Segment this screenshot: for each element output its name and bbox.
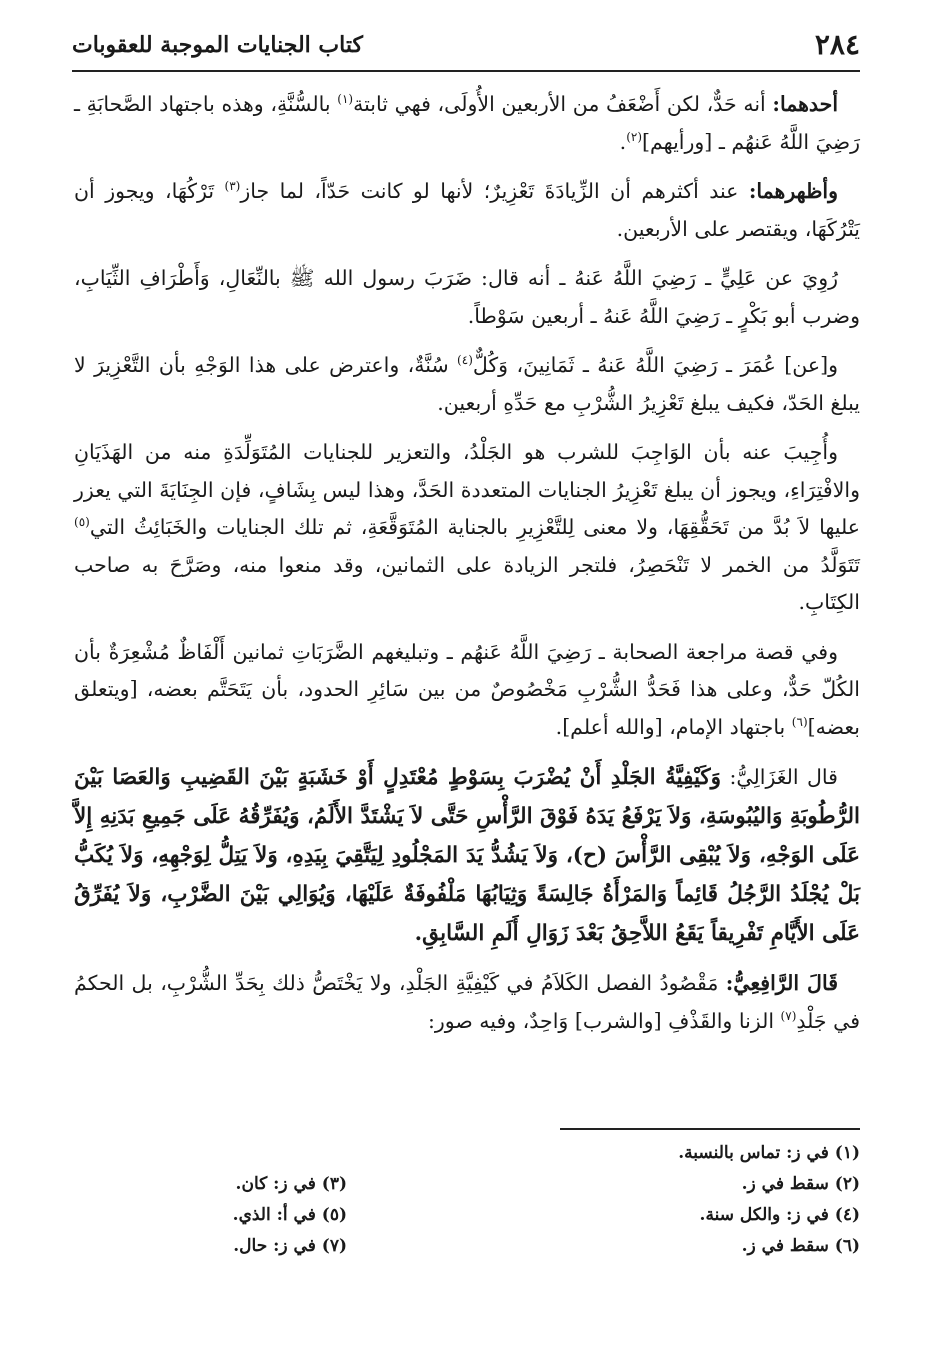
footnote-marker: (٦) [791,714,808,729]
page-number: ٢٨٤ [814,28,860,61]
footnotes [74,1138,860,1262]
paragraph-6: وفي قصة مراجعة الصحابة ـ رَضِيَ اللَّهُ عَنهُم ـ وتبليغهم الضَّرَبَاتِ ثمانين أَلْفَاظٌ مُشْعِرَةٌ بأن الكُلّ حَدٌّ، وعلى هذا فَحَدُّ الشُّرْبِ مَخْصُوصٌ من بين سَائِرِ الحدود، بأن يَتَحَتَّم بعضه، [ويتعلق بعضه]$^{(٦)}$ باجتهاد الإمام، [والله أعلم]. [74,639,860,739]
paragraph-1: أحدهما: أنه حَدٌّ، لكن أَضْعَفُ من الأربعين الأُولَى، فهي ثابتة$^{(١)}$ بالسُّنَّةِ، وهذه باجتهاد الصَّحابَةِ ـ رَضِيَ اللَّهُ عَنهُم ـ [ورأيهم]$^{(٢)}$. [74,92,860,154]
paragraph-lead: أحدهما: [772,92,839,116]
quoted-matn: وَكَيْفِيَّةُ الجَلْدِ أَنْ يُضْرَبَ بِسَوْطٍ مُعْتَدِلٍ أَوْ خَشَبَةٍ بَيْنَ القَضِيبِ وَالعَصَا بَيْنَ الرُّطُوبَةِ وَاليُبُوسَةِ، وَلاَ يَرْفَعُ يَدَهُ فَوْقَ الرَّأْسِ حَتَّى لاَ يَشْتَدَّ الأَلَمُ، وَيُفَرِّقُهُ عَلَى جَمِيعِ بَدَنِهِ إِلاَّ عَلَى الوَجْهِ، وَلاَ يُبْقِى الرَّأْسَ (ح)، وَلاَ يَشُدُّ يَدَ المَجْلُودِ لِيَتَّقِيَ بِيَدِهِ، وَلاَ يَتِلُّ لِوَجْهِهِ، وَلاَ يُكَبُّ بَلْ يُجْلَدُ الرَّجُلُ قَائِماً وَالمَرْأَةُ جَالِسَةً وَثِيَابُهَا مَلْفُوفَةٌ عَلَيْهَا، وَيُوَالِي بَيْنَ الضَّرْبِ، وَلاَ يُفَرِّقُ عَلَى الأَيَّامِ تَفْرِيقاً يَقَعُ اللاَّحِقُ بَعْدَ زَوَالِ أَلَمِ السَّابِقِ. [74,765,860,946]
paragraph-lead: وأظهرهما: [748,179,838,203]
paragraph-2: وأظهرهما: عند أكثرهم أن الزِّيادَةَ تَعْزِيرٌ؛ لأنها لو كانت حَدّاً، لما جاز$^{(٣)}$ تَرْكُهَا، ويجوز أن يَتْرُكَهَا، ويقتصر على الأربعين. [74,179,860,241]
page-header [72,22,860,68]
footnote-row [74,1138,860,1169]
footnote: (١) في ز: تماس بالنسبة. [678,1143,860,1163]
footnote-marker: (٧) [780,1008,797,1023]
paragraph-8: قَالَ الرَّافِعِيُّ: مَقْصُودُ الفصل الكَلاَمُ في كَيْفِيَّةِ الجَلْدِ، ولا يَخْتَصُّ ذلك بِحَدِّ الشُّرْبِ، بل الحكمُ في جَلْدِ$^{(٧)}$ الزنا والقَذْفِ [والشرب] وَاحِدٌ، وفيه صور: [74,971,860,1033]
footnote [74,1138,467,1169]
footnote-rule [560,1128,860,1130]
paragraph-lead: قَالَ الرَّافِعِيُّ: [725,971,838,995]
paragraph-3: رُوِيَ عن عَلِيٍّ ـ رَضِيَ اللَّهُ عَنهُ ـ أنه قال: ضَرَبَ رسول الله ﷺ بالنِّعَالِ، وَأَطْرَافِ الثِّيَابِ، وضرب أبو بَكْرٍ ـ رَضِيَ اللَّهُ عَنهُ ـ أربعين سَوْطاً. [74,266,860,328]
footnote: (٥) في أ: الذي. [232,1205,347,1225]
running-title: كتاب الجنايات الموجبة للعقوبات [72,32,363,58]
footnote-row [74,1231,860,1262]
footnote-row [74,1200,860,1231]
footnote: (٧) في ز: حال. [233,1236,347,1256]
footnote-marker: (٣) [224,179,241,194]
footnote-marker: (٢) [626,129,643,144]
paragraph-7-quote: قال الغَزَالِيُّ: وَكَيْفِيَّةُ الجَلْدِ أَنْ يُضْرَبَ بِسَوْطٍ مُعْتَدِلٍ أَوْ خَشَبَةٍ بَيْنَ القَضِيبِ وَالعَصَا بَيْنَ الرُّطُوبَةِ وَاليُبُوسَةِ، وَلاَ يَرْفَعُ يَدَهُ فَوْقَ الرَّأْسِ حَتَّى لاَ يَشْتَدَّ الأَلَمُ، وَيُفَرِّقُهُ عَلَى جَمِيعِ بَدَنِهِ إِلاَّ عَلَى الوَجْهِ، وَلاَ يُبْقِى الرَّأْسَ (ح)، وَلاَ يَشُدُّ يَدَ المَجْلُودِ لِيَتَّقِيَ بِيَدِهِ، وَلاَ يَتِلُّ لِوَجْهِهِ، وَلاَ يُكَبُّ بَلْ يُجْلَدُ الرَّجُلُ قَائِماً وَالمَرْأَةُ جَالِسَةً وَثِيَابُهَا مَلْفُوفَةٌ عَلَيْهَا، وَيُوَالِي بَيْنَ الضَّرْبِ، وَلاَ يُفَرِّقُ عَلَى الأَيَّامِ تَفْرِيقاً يَقَعُ اللاَّحِقُ بَعْدَ زَوَالِ أَلَمِ السَّابِقِ. [74,765,860,946]
main-text [74,86,860,1052]
footnote: (٤) في ز: والكل سنة. [699,1205,860,1225]
footnote: (٣) في ز: كان. [235,1174,347,1194]
footnote: (٦) سقط في ز. [741,1236,860,1256]
footnote: (٢) سقط في ز. [741,1174,860,1194]
footnote-row [74,1169,860,1200]
footnote-marker: (١) [337,92,354,107]
footnote-marker: (٤) [457,353,473,368]
footnote-marker: (٥) [74,515,90,530]
paragraph-4: و[عن] عُمَرَ ـ رَضِيَ اللَّهُ عَنهُ ـ ثَمَانِينَ، وَكُلٌّ$^{(٤)}$ سُنَّةٌ، واعترض على هذا الوَجْهِ بأن التَّعْزِيرَ لا يبلغ الحَدّ، فكيف يبلغ تَعْزِيرُ الشُّرْبِ مع حَدِّهِ أربعين. [74,353,860,415]
paragraph-5: وأُجِيبَ عنه بأن الوَاجِبَ للشرب هو الجَلْدُ، والتعزير للجنايات المُتَوَلِّدَةِ منه من الهَذَيَانِ والافْتِرَاءِ، ويجوز أن يبلغ تَعْزِيرُ الجنايات المتعددة الحَدَّ، وهذا ليس بِشَافٍ، فإن الجِنَايَةَ التي يعزر عليها لاَ بُدَّ من تَحَقُّقِهَا، ولا معنى لِلتَّعْزِيرِ بالجناية المُتَوَقَّعَةِ، ثم تلك الجنايات والخَبَائِثُ التي$^{(٥)}$ تَتَوَلَّدُ من الخمر لا تَنْحَصِرُ، فلتجر الزيادة على الثمانين، وقد منعوا منه، وصَرَّحَ به صاحب الكِتَابِ. [74,440,860,614]
header-rule [72,70,860,72]
